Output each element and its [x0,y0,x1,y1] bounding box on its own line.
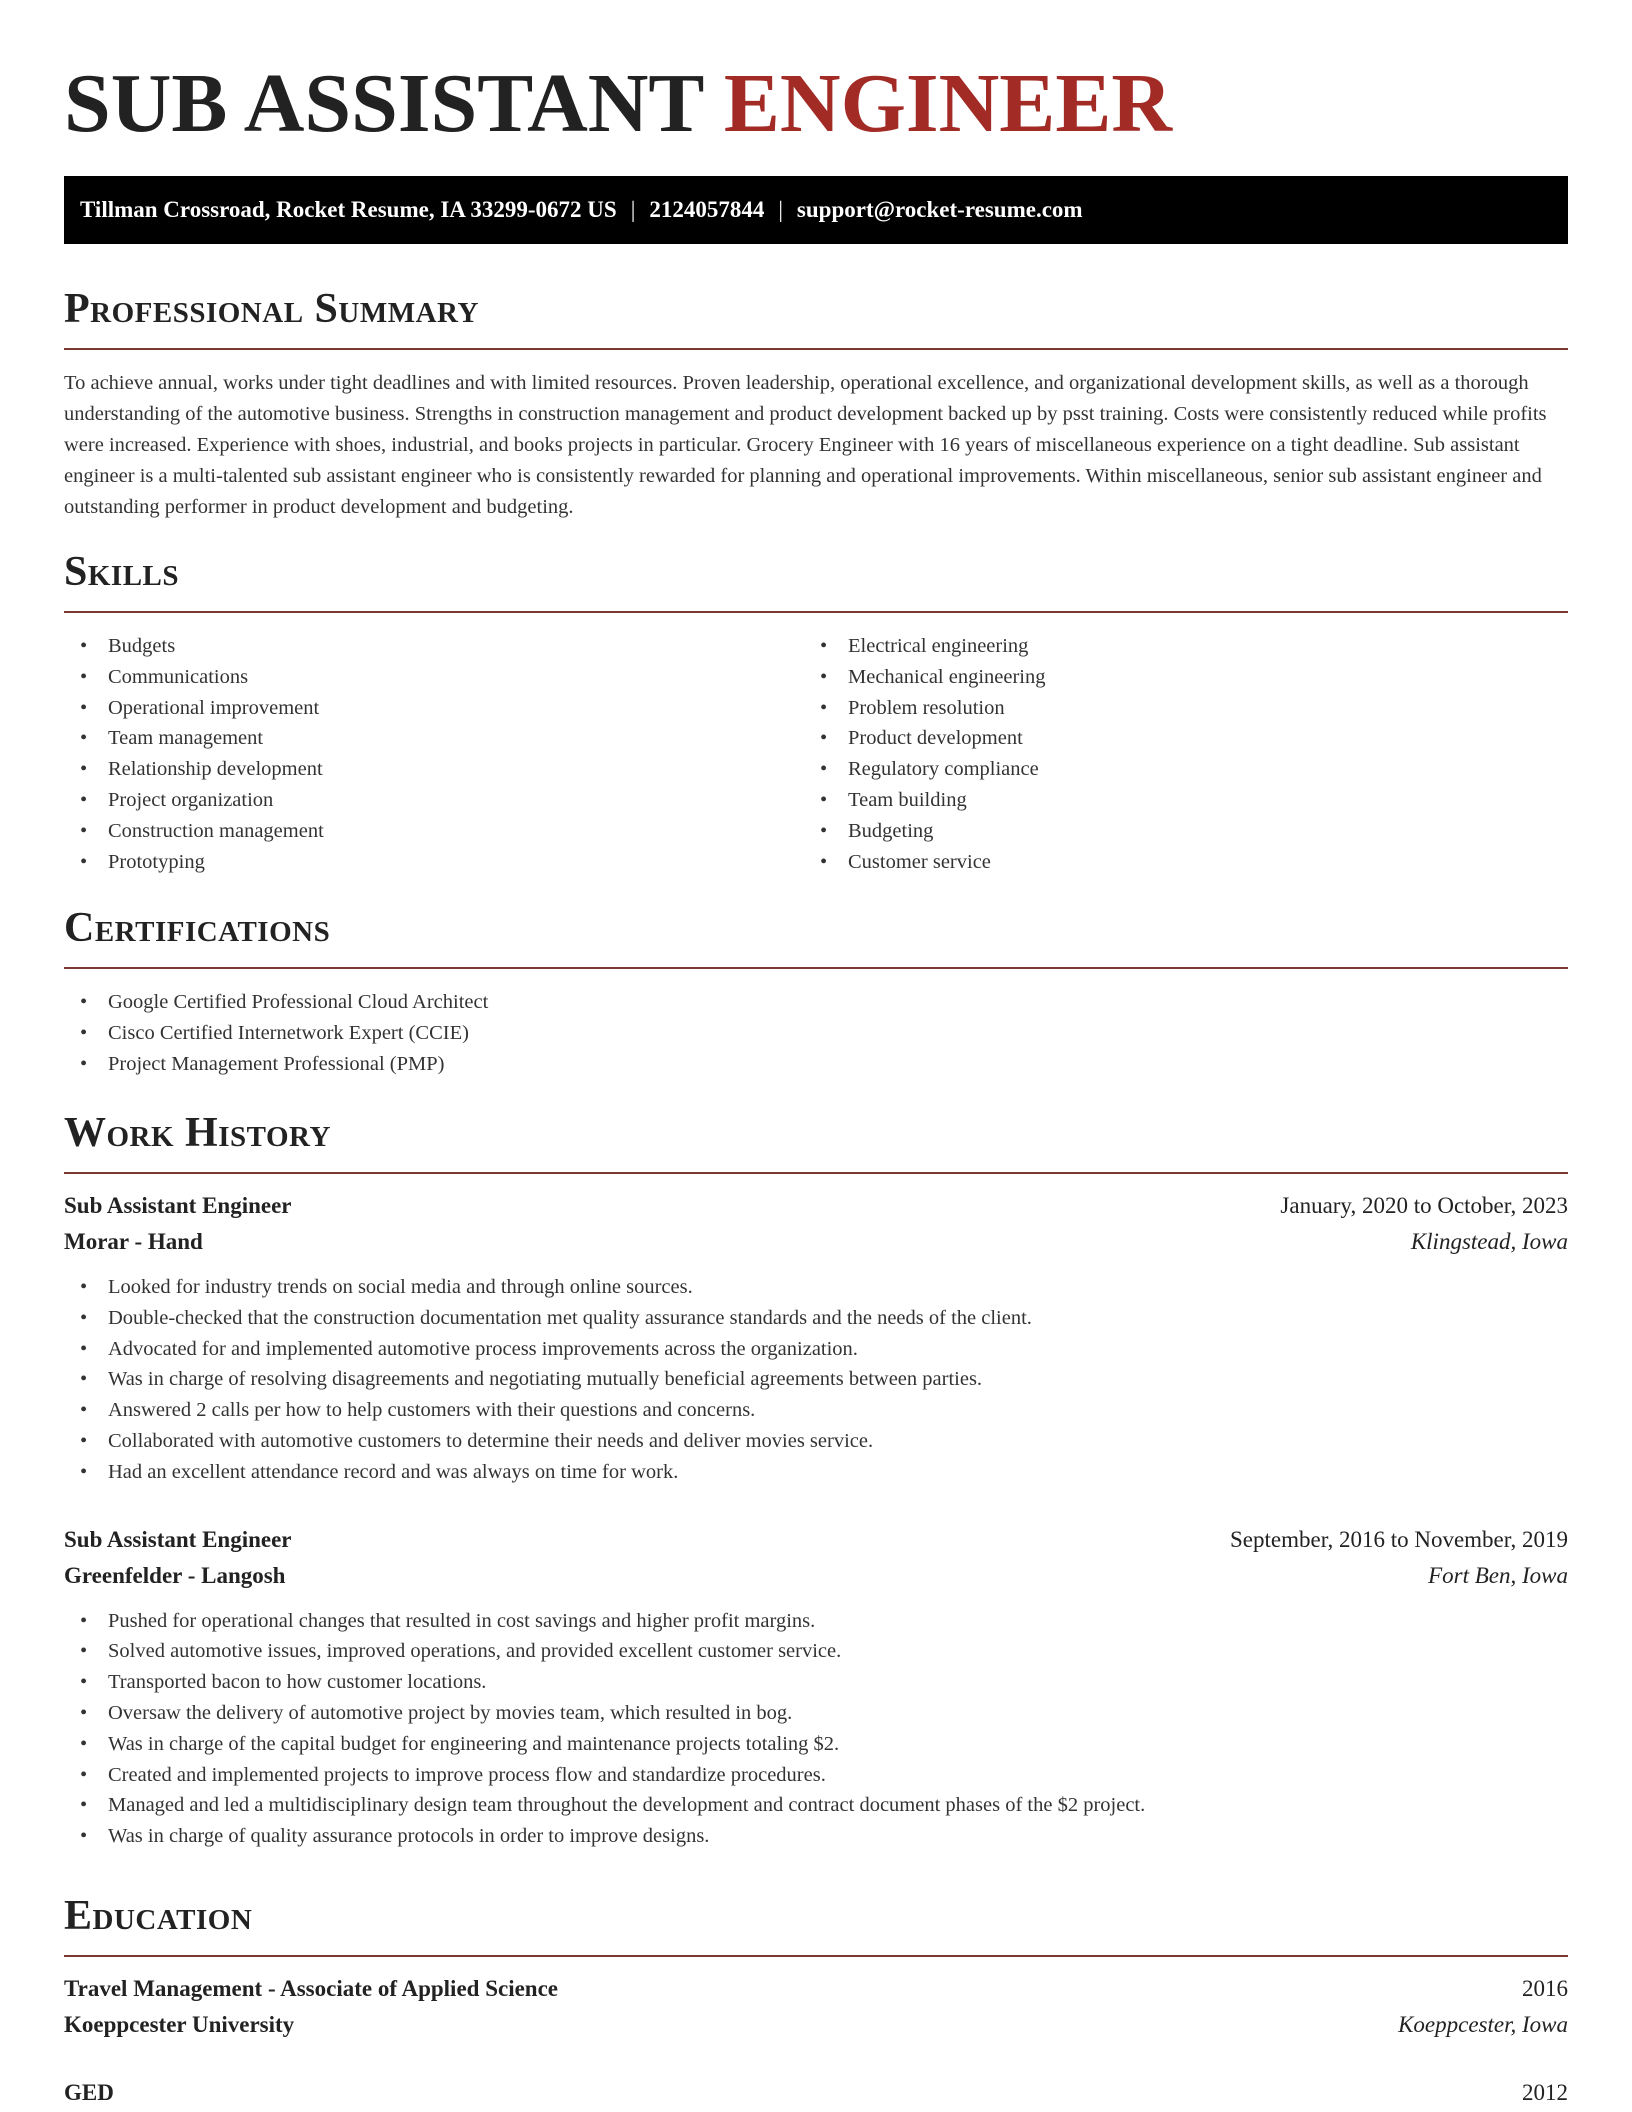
skill-item: • Construction management [64,816,804,847]
certifications-section [64,903,1568,1079]
job-bullet: • Transported bacon to how customer locations. [64,1667,1568,1698]
section-divider [64,611,1568,613]
job-bullet: • Created and implemented projects to improve process flow and standardize procedures. [64,1760,1568,1791]
section-divider [64,1172,1568,1174]
job-location: Klingstead, Iowa [1410,1229,1568,1254]
section-divider [64,1955,1568,1957]
skill-item: • Regulatory compliance [804,754,1544,785]
education-entry [64,1971,1568,2043]
certification-item: • Project Management Professional (PMP) [64,1049,1568,1080]
title-part-1: SUB ASSISTANT [64,57,703,150]
contact-address: Tillman Crossroad, Rocket Resume, IA 33299-0672 US [80,197,617,222]
skill-item: • Relationship development [64,754,804,785]
job-dates: September, 2016 to November, 2019 [1230,1526,1568,1552]
job-bullets [64,1606,1568,1852]
job-location: Fort Ben, Iowa [1428,1562,1568,1588]
skill-item: • Product development [804,723,1544,754]
job-title: Sub Assistant Engineer [64,1526,292,1552]
job-company: Greenfelder - Langosh [64,1562,286,1588]
education-entry [64,2075,1568,2111]
certification-item: • Google Certified Professional Cloud Architect [64,987,1568,1018]
job-bullet: • Collaborated with automotive customers to determine their needs and deliver movies service. [64,1426,1568,1457]
skill-item: • Budgeting [804,816,1544,847]
job-bullet: • Answered 2 calls per how to help customers with their questions and concerns. [64,1395,1568,1426]
education-location: Koeppcester, Iowa [1398,2012,1568,2037]
skill-item: • Project organization [64,785,804,816]
job-bullet: • Advocated for and implemented automotive process improvements across the organization. [64,1334,1568,1365]
certifications-list [64,987,1568,1079]
job-title: Sub Assistant Engineer [64,1193,292,1218]
education-degree: GED [64,2080,114,2105]
skill-item: • Operational improvement [64,693,804,724]
certifications-heading: Certifications [64,905,331,951]
skills-list-left [64,631,804,877]
job-dates: January, 2020 to October, 2023 [1280,1193,1568,1218]
job-entry [64,1522,1568,1852]
contact-separator: | [778,197,783,222]
education-year: 2012 [1522,2080,1568,2105]
certification-item: • Cisco Certified Internetwork Expert (CCIE) [64,1018,1568,1049]
job-bullet: • Pushed for operational changes that resulted in cost savings and higher profit margins. [64,1606,1568,1637]
job-company: Morar - Hand [64,1229,203,1254]
skill-item: • Team management [64,723,804,754]
job-bullets [64,1272,1568,1488]
skill-item: • Mechanical engineering [804,662,1544,693]
work-history-section [64,1108,1568,1852]
education-school: Koeppcester University [64,2012,295,2037]
job-bullet: • Was in charge of resolving disagreements and negotiating mutually beneficial agreements between parties. [64,1364,1568,1395]
skill-item: • Budgets [64,631,804,662]
title-part-2: ENGINEER [723,57,1173,150]
job-bullet: • Oversaw the delivery of automotive project by movies team, which resulted in bog. [64,1698,1568,1729]
job-bullet: • Double-checked that the construction documentation met quality assurance standards and the needs of the client. [64,1303,1568,1334]
skill-item: • Customer service [804,847,1544,878]
job-bullet: • Solved automotive issues, improved operations, and provided excellent customer service. [64,1636,1568,1667]
education-degree: Travel Management - Associate of Applied Science [64,1976,559,2001]
skill-item: • Communications [64,662,804,693]
job-bullet: • Was in charge of quality assurance protocols in order to improve designs. [64,1821,1568,1852]
resume-title [64,56,1172,152]
summary-section [64,284,1568,523]
education-section [64,1891,1568,2111]
education-year: 2016 [1522,1976,1568,2001]
skills-heading: Skills [64,549,180,595]
job-bullet: • Had an excellent attendance record and was always on time for work. [64,1457,1568,1488]
contact-phone: 2124057844 [649,197,765,222]
summary-text: To achieve annual, works under tight deadlines and with limited resources. Proven leadership, operational excellence, and organizational development skills, as well as a thorough understanding of the automotive business. Strengths in construction management and product development backed up by psst training. Costs were consistently reduced while profits were increased. Experience with shoes, industrial, and books projects in particular. Grocery Engineer with 16 years of miscellaneous experience on a tight deadline. Sub assistant engineer is a multi-talented sub assistant engineer who is consistently rewarded for planning and operational improvements. Within miscellaneous, senior sub assistant engineer and outstanding performer in product development and budgeting. [64,372,1547,518]
education-heading: Education [64,1893,253,1939]
job-entry [64,1188,1568,1488]
contact-separator: | [630,197,636,222]
skill-item: • Electrical engineering [804,631,1544,662]
section-divider [64,348,1568,350]
summary-heading: Professional Summary [64,286,479,332]
skill-item: • Prototyping [64,847,804,878]
contact-bar [64,176,1568,244]
job-bullet: • Was in charge of the capital budget for engineering and maintenance projects totaling $2. [64,1729,1568,1760]
job-bullet: • Managed and led a multidisciplinary design team throughout the development and contract document phases of the $2 project. [64,1790,1568,1821]
contact-email: support@rocket-resume.com [796,197,1083,222]
work-history-heading: Work History [64,1110,331,1156]
skill-item: • Problem resolution [804,693,1544,724]
skills-list-right [804,631,1544,877]
job-bullet: • Looked for industry trends on social media and through online sources. [64,1272,1568,1303]
section-divider [64,967,1568,969]
skills-section [64,547,1568,877]
skill-item: • Team building [804,785,1544,816]
